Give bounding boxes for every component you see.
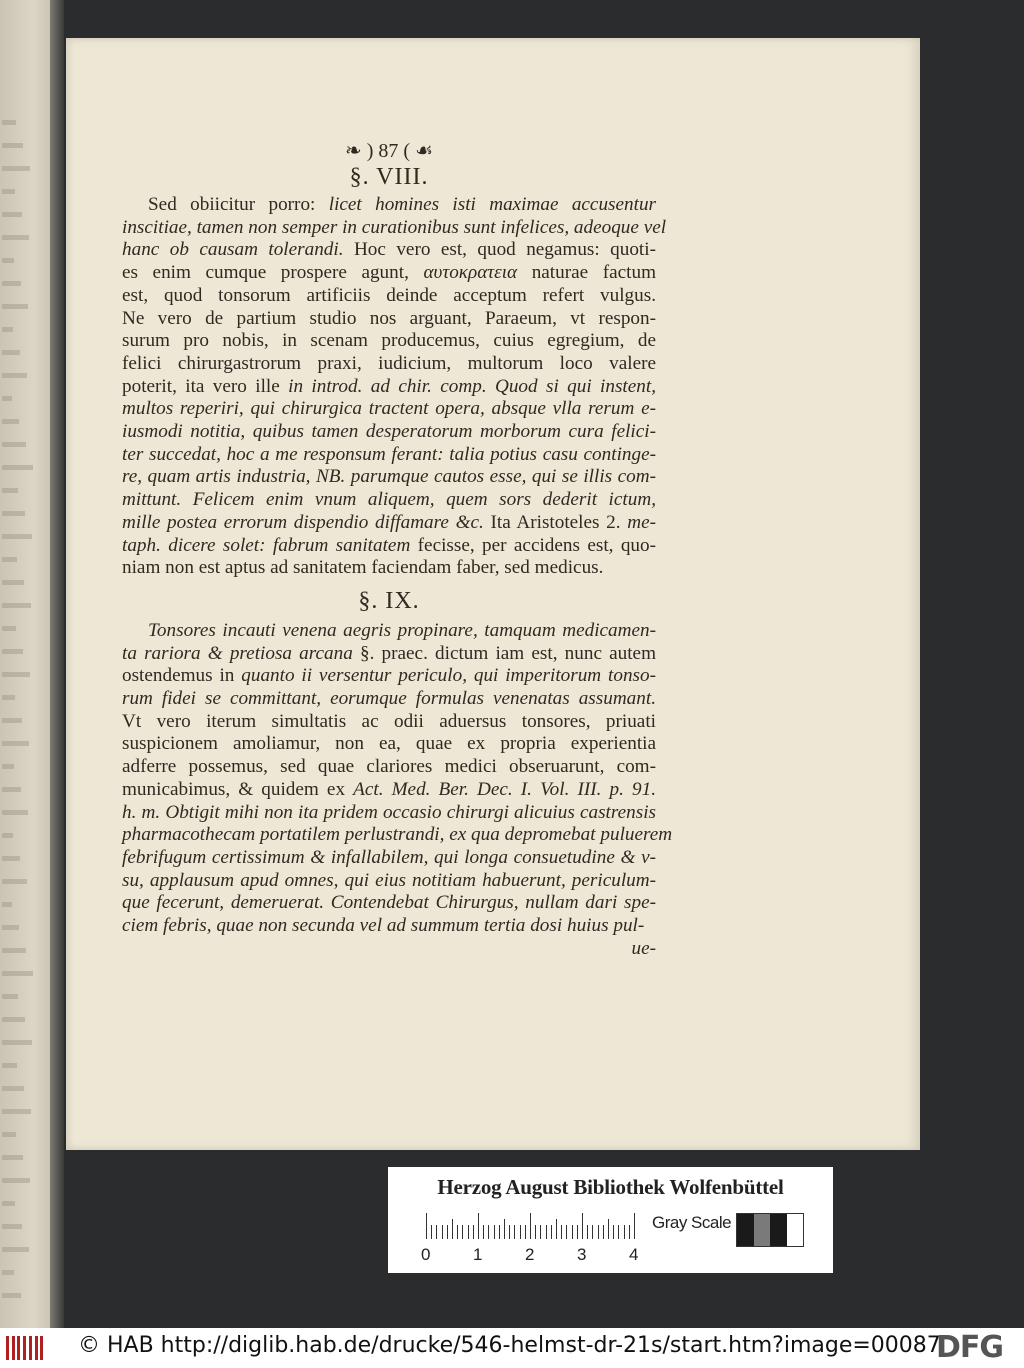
ghost-text-line [2, 396, 12, 401]
ghost-text-line [2, 143, 23, 148]
ruler-tick [431, 1225, 432, 1239]
ruler-tick [566, 1225, 567, 1239]
ruler-tick [572, 1225, 573, 1239]
ruler-number: 2 [525, 1245, 535, 1264]
text-segment: ciem febris, quae non secunda vel ad summum tertia dosi huius pul- [122, 915, 645, 937]
ghost-text-line [2, 1063, 17, 1068]
text-line [122, 665, 656, 688]
text-segment: mittunt. Felicem enim vnum aliquem, quem sors dederit ictum, [122, 489, 656, 511]
ghost-text-line [2, 350, 20, 355]
ghost-text-line [2, 580, 24, 585]
logo-bar [23, 1336, 26, 1360]
ruler-tick [603, 1225, 604, 1239]
text-line [122, 824, 673, 847]
text-line [122, 376, 656, 399]
book-gutter [50, 0, 64, 1328]
text-line [122, 847, 656, 870]
text-segment: ostendemus in [122, 665, 242, 687]
ruler-tick [494, 1225, 495, 1239]
gray-swatch [770, 1214, 787, 1246]
ruler-number: 0 [421, 1245, 431, 1264]
ghost-text-line [2, 1132, 16, 1137]
ghost-text-line [2, 166, 30, 171]
ghost-text-line [2, 879, 27, 884]
catchword: ue- [631, 937, 656, 959]
ghost-text-line [2, 1201, 15, 1206]
ruler-tick [530, 1213, 531, 1239]
section-title-ix: §. IX. [358, 587, 420, 614]
page-text [122, 140, 673, 961]
ruler-tick [556, 1219, 557, 1239]
text-segment: es enim cumque prospere agunt, [122, 262, 424, 284]
ghost-text-line [2, 373, 27, 378]
text-segment: quanto ii versentur periculo, qui imperitorum tonso- [241, 665, 656, 687]
text-segment: inscitiae, tamen non semper in curationibus sunt infelices, adeoque vel [122, 216, 667, 238]
text-line [122, 557, 656, 580]
ghost-text-line [2, 557, 17, 562]
ruler-tick [426, 1213, 427, 1239]
text-line [122, 512, 656, 535]
text-segment: taph. dicere solet: fabrum sanitatem [122, 534, 418, 556]
ghost-text-line [2, 902, 12, 907]
text-line [122, 688, 656, 711]
ghost-text-line [2, 764, 14, 769]
text-segment: rum fidei se committant, eorumque formulas venenatas assumant. [122, 688, 656, 710]
text-segment: poterit, ita vero ille [122, 375, 289, 397]
text-segment: que fecerunt, demeruerat. Contendebat Chirurgus, nullam dari spe- [122, 892, 656, 914]
text-segment: Hoc vero est, quod negamus: quoti- [353, 239, 656, 261]
gray-swatch [737, 1214, 754, 1246]
ruler-number: 1 [473, 1245, 483, 1264]
text-line [122, 620, 656, 643]
text-segment: pharmacothecam portatilem perlustrandi, ex qua depromebat puluerem [122, 824, 673, 846]
gray-swatch [787, 1214, 804, 1246]
text-line [122, 194, 656, 217]
ghost-text-line [2, 1247, 29, 1252]
ruler-tick [509, 1225, 510, 1239]
text-segment: municabimus, & quidem ex [122, 778, 354, 800]
ghost-text-line [2, 718, 22, 723]
text-segment: re, quam artis industria, NB. parumque cautos esse, qui se illis com- [122, 466, 656, 488]
text-segment: adferre possemus, sed quae clariores medici obseruarunt, com- [122, 756, 656, 778]
text-segment: su, applausum apud omnes, qui eius notitiam habuerunt, periculum- [122, 869, 656, 891]
text-segment: suspicionem amoliamur, non ea, quae ex propria experientia [122, 733, 656, 755]
library-name: Herzog August Bibliothek Wolfenbüttel [437, 1175, 784, 1199]
text-line [122, 711, 656, 734]
ruler-tick [468, 1225, 469, 1239]
ruler-tick [551, 1225, 552, 1239]
ruler-tick [629, 1225, 630, 1239]
logo-bar [6, 1336, 9, 1360]
text-line [122, 535, 656, 558]
logo-bar [40, 1336, 43, 1360]
text-segment: hanc ob causam tolerandi. [122, 239, 354, 261]
ghost-text-line [2, 189, 15, 194]
ghost-text-line [2, 1109, 31, 1114]
ruler-tick [483, 1225, 484, 1239]
ghost-text-line [2, 327, 13, 332]
text-segment: surum pro nobis, in scenam producemus, cuius egregium, de [122, 330, 656, 352]
ghost-text-line [2, 833, 13, 838]
ruler-tick [577, 1225, 578, 1239]
text-line [122, 870, 656, 893]
logo-bar [35, 1336, 38, 1360]
ghost-text-line [2, 741, 29, 746]
ghost-text-line [2, 1224, 22, 1229]
text-segment: multos reperiri, qui chirurgica tractent opera, absque vlla rerum e- [122, 398, 656, 420]
text-segment: licet homines isti maximae accusentur [328, 194, 657, 215]
logo-bar [17, 1336, 20, 1360]
section-viii-body [122, 194, 667, 580]
ghost-text-line [2, 971, 33, 976]
ruler-tick [587, 1225, 588, 1239]
text-segment: Sed obiicitur porro: [148, 194, 329, 215]
gray-swatch [754, 1214, 771, 1246]
ghost-text-line [2, 1155, 23, 1160]
text-line [122, 330, 656, 353]
ruler-tick [613, 1225, 614, 1239]
footer-copyright-url[interactable]: © HAB http://diglib.hab.de/drucke/546-helmst-dr-21s/start.htm?image=00087 [78, 1333, 941, 1358]
ruler-tick [452, 1219, 453, 1239]
text-segment: est, quod tonsorum artificiis deinde acceptum refert vulgus. [122, 284, 656, 306]
text-segment: h. m. Obtigit mihi non ita pridem occasio chirurgi alicuius castrensis [122, 801, 656, 823]
ruler-tick [499, 1225, 500, 1239]
ghost-text-line [2, 1178, 30, 1183]
text-line [122, 643, 656, 666]
text-segment: febrifugum certissimum & infallabilem, qui longa consuetudine & v- [122, 846, 656, 868]
gray-scale-label: Gray Scale [652, 1213, 732, 1232]
ghost-text-line [2, 534, 32, 539]
ruler-tick [624, 1225, 625, 1239]
ruler-tick [618, 1225, 619, 1239]
ruler-number: 4 [629, 1245, 639, 1264]
text-segment: ta rariora & pretiosa arcana [122, 642, 360, 664]
ghost-text-line [2, 695, 15, 700]
ruler-tick [561, 1225, 562, 1239]
ruler-tick [462, 1225, 463, 1239]
ghost-text-line [2, 465, 33, 470]
ruler-tick [478, 1213, 479, 1239]
scale-ruler [426, 1213, 636, 1239]
ghost-text-line [2, 1040, 32, 1045]
logo-bar [12, 1336, 15, 1360]
ghost-text-line [2, 603, 31, 608]
text-line [122, 398, 656, 421]
text-line [122, 733, 656, 756]
ruler-tick [598, 1225, 599, 1239]
gray-scale-swatch [736, 1213, 804, 1247]
ghost-text-line [2, 419, 19, 424]
ruler-tick [546, 1225, 547, 1239]
text-line [122, 802, 656, 825]
library-color-card [388, 1167, 833, 1273]
ruler-tick [442, 1225, 443, 1239]
ghost-text-line [2, 1086, 24, 1091]
ruler-tick [582, 1213, 583, 1239]
ghost-text-line [2, 1270, 14, 1275]
ruler-tick [634, 1213, 635, 1239]
text-segment: fecisse, per accidens est, quo- [417, 534, 656, 556]
text-segment: niam non est aptus ad sanitatem faciendam faber, sed medicus. [122, 557, 604, 579]
ghost-text-line [2, 120, 16, 125]
ghost-text-line [2, 649, 23, 654]
ruler-tick [525, 1225, 526, 1239]
ruler-tick [520, 1225, 521, 1239]
ruler-numbers [421, 1245, 651, 1265]
ruler-tick [504, 1219, 505, 1239]
ghost-text-line [2, 1293, 21, 1298]
ghost-text-line [2, 235, 29, 240]
hab-barcode-icon [6, 1334, 46, 1362]
ghost-text-line [2, 994, 18, 999]
ruler-tick [436, 1225, 437, 1239]
ruler-tick [473, 1225, 474, 1239]
ghost-text-line [2, 281, 21, 286]
text-segment: iusmodi notitia, quibus tamen desperatorum morborum cura felici- [122, 421, 656, 443]
ghost-text-line [2, 258, 14, 263]
logo-bar [29, 1336, 32, 1360]
ghost-text-line [2, 787, 21, 792]
text-line [122, 489, 656, 512]
ghost-text-line [2, 442, 26, 447]
text-segment: naturae factum [517, 262, 657, 284]
ghost-text-line [2, 511, 25, 516]
text-line [122, 466, 656, 489]
dfg-logo: DFG [936, 1330, 1004, 1365]
text-line [122, 915, 656, 938]
ghost-text-line [2, 672, 30, 677]
ruler-tick [608, 1219, 609, 1239]
text-segment: felici chirurgastrorum praxi, iudicium, multorum loco valere [122, 352, 656, 374]
page-header: ❧ ) 87 ( ☙ [344, 140, 433, 162]
footer-bar [0, 1328, 1024, 1368]
ghost-text-line [2, 304, 28, 309]
text-segment: Tonsores incauti venena aegris propinare, tamquam medicamen- [148, 619, 656, 641]
ruler-tick [447, 1225, 448, 1239]
text-line [122, 285, 656, 308]
text-line [122, 756, 656, 779]
ghost-text-line [2, 488, 18, 493]
ghost-text-line [2, 948, 26, 953]
ruler-tick [514, 1225, 515, 1239]
text-segment: me- [627, 511, 657, 533]
text-line [122, 308, 656, 331]
text-segment: αυτοκρατεια [423, 262, 518, 284]
text-segment: §. praec. dictum iam est, nunc autem [359, 642, 656, 664]
ghost-text-line [2, 626, 16, 631]
text-line [122, 892, 656, 915]
ruler-tick [535, 1225, 536, 1239]
text-segment: Act. Med. Ber. Dec. I. Vol. III. p. 91. [353, 778, 656, 800]
ghost-text-line [2, 856, 20, 861]
text-line [122, 779, 656, 802]
ruler-tick [592, 1225, 593, 1239]
section-title-viii: §. VIII. [349, 164, 429, 190]
text-segment: Ita Aristoteles 2. [490, 511, 628, 533]
text-line [122, 239, 656, 262]
text-segment: ter succedat, hoc a me responsum ferant: talia potius casu continge- [122, 443, 656, 465]
text-segment: in introd. ad chir. comp. Quod si qui instent, [288, 375, 656, 397]
ruler-tick [488, 1225, 489, 1239]
ghost-text-line [2, 212, 22, 217]
ruler-number: 3 [577, 1245, 587, 1264]
ghost-text-line [2, 810, 28, 815]
text-segment: mille postea errorum dispendio diffamare &c. [122, 511, 491, 533]
text-line [122, 262, 656, 285]
ruler-tick [457, 1225, 458, 1239]
section-ix-body [122, 619, 673, 938]
ruler-tick [540, 1225, 541, 1239]
text-segment: Ne vero de partium studio nos arguant, Paraeum, vt respon- [122, 307, 656, 329]
text-line [122, 353, 656, 376]
text-line [122, 444, 656, 467]
ghost-text-line [2, 1017, 25, 1022]
ghost-text-line [2, 925, 19, 930]
text-line [122, 421, 656, 444]
text-line [122, 216, 667, 240]
text-segment: Vt vero iterum simultatis ac odii aduersus tonsores, priuati [122, 710, 656, 732]
